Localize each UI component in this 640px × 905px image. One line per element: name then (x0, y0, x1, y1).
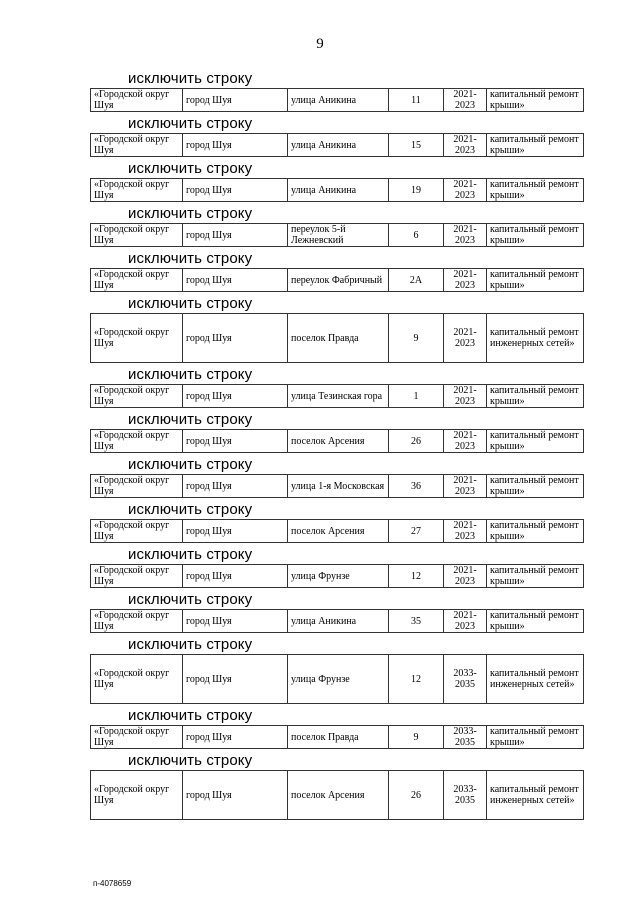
cell-house: 11 (389, 89, 444, 112)
cell-house: 36 (389, 475, 444, 498)
cell-district: «Городской округ Шуя (91, 134, 183, 157)
table-row (91, 430, 584, 453)
cell-house: 27 (389, 520, 444, 543)
address-table (90, 519, 584, 543)
exclude-row-label: исключить строку (128, 70, 253, 87)
address-table (90, 384, 584, 408)
cell-work: капитальный ремонт крыши» (487, 134, 584, 157)
cell-street: переулок Фабричный (288, 269, 389, 292)
cell-district: «Городской округ Шуя (91, 726, 183, 749)
cell-city: город Шуя (183, 475, 288, 498)
cell-house: 6 (389, 224, 444, 247)
cell-house: 2А (389, 269, 444, 292)
exclude-row-label: исключить строку (128, 411, 253, 428)
cell-house: 12 (389, 655, 444, 704)
cell-street: поселок Арсения (288, 430, 389, 453)
table-row (91, 475, 584, 498)
cell-house: 26 (389, 430, 444, 453)
cell-period: 2033-2035 (444, 726, 487, 749)
table-row (91, 655, 584, 704)
amendment-list (90, 67, 583, 820)
cell-city: город Шуя (183, 224, 288, 247)
document-code: п-4078659 (93, 879, 132, 888)
cell-city: город Шуя (183, 134, 288, 157)
cell-period: 2021-2023 (444, 314, 487, 363)
exclude-row-label: исключить строку (128, 707, 253, 724)
cell-street: улица Аникина (288, 179, 389, 202)
cell-work: капитальный ремонт крыши» (487, 610, 584, 633)
cell-street: улица 1-я Московская (288, 475, 389, 498)
address-table (90, 223, 584, 247)
cell-period: 2021-2023 (444, 134, 487, 157)
cell-district: «Городской округ Шуя (91, 430, 183, 453)
exclude-row-label: исключить строку (128, 205, 253, 222)
address-table (90, 178, 584, 202)
cell-period: 2021-2023 (444, 610, 487, 633)
cell-district: «Городской округ Шуя (91, 224, 183, 247)
cell-work: капитальный ремонт крыши» (487, 475, 584, 498)
cell-work: капитальный ремонт крыши» (487, 565, 584, 588)
amendment-block (90, 292, 583, 363)
exclude-row-label: исключить строку (128, 456, 253, 473)
cell-work: капитальный ремонт инженерных сетей» (487, 655, 584, 704)
address-table (90, 474, 584, 498)
table-row (91, 520, 584, 543)
cell-city: город Шуя (183, 726, 288, 749)
exclude-row-label: исключить строку (128, 295, 253, 312)
cell-period: 2033-2035 (444, 771, 487, 820)
cell-district: «Городской округ Шуя (91, 385, 183, 408)
cell-district: «Городской округ Шуя (91, 771, 183, 820)
cell-work: капитальный ремонт инженерных сетей» (487, 771, 584, 820)
amendment-block (90, 363, 583, 408)
cell-street: улица Тезинская гора (288, 385, 389, 408)
cell-work: капитальный ремонт инженерных сетей» (487, 314, 584, 363)
exclude-row-label: исключить строку (128, 501, 253, 518)
address-table (90, 268, 584, 292)
cell-street: улица Фрунзе (288, 655, 389, 704)
amendment-block (90, 67, 583, 112)
address-table (90, 88, 584, 112)
cell-work: капитальный ремонт крыши» (487, 224, 584, 247)
cell-work: капитальный ремонт крыши» (487, 385, 584, 408)
cell-city: город Шуя (183, 520, 288, 543)
amendment-block (90, 704, 583, 749)
cell-city: город Шуя (183, 385, 288, 408)
cell-city: город Шуя (183, 655, 288, 704)
cell-district: «Городской округ Шуя (91, 179, 183, 202)
cell-house: 9 (389, 726, 444, 749)
amendment-block (90, 588, 583, 633)
cell-work: капитальный ремонт крыши» (487, 520, 584, 543)
cell-period: 2021-2023 (444, 269, 487, 292)
exclude-row-label: исключить строку (128, 250, 253, 267)
table-row (91, 314, 584, 363)
cell-work: капитальный ремонт крыши» (487, 269, 584, 292)
cell-street: поселок Правда (288, 314, 389, 363)
cell-house: 26 (389, 771, 444, 820)
cell-district: «Городской округ Шуя (91, 520, 183, 543)
address-table (90, 654, 584, 704)
table-row (91, 726, 584, 749)
cell-house: 15 (389, 134, 444, 157)
table-row (91, 269, 584, 292)
amendment-block (90, 202, 583, 247)
exclude-row-label: исключить строку (128, 546, 253, 563)
cell-period: 2021-2023 (444, 224, 487, 247)
address-table (90, 609, 584, 633)
cell-street: улица Аникина (288, 89, 389, 112)
cell-period: 2021-2023 (444, 385, 487, 408)
cell-district: «Городской округ Шуя (91, 314, 183, 363)
amendment-block (90, 749, 583, 820)
cell-street: поселок Арсения (288, 520, 389, 543)
exclude-row-label: исключить строку (128, 591, 253, 608)
cell-house: 19 (389, 179, 444, 202)
cell-city: город Шуя (183, 314, 288, 363)
cell-street: поселок Арсения (288, 771, 389, 820)
page-number: 9 (316, 36, 324, 52)
amendment-block (90, 543, 583, 588)
exclude-row-label: исключить строку (128, 366, 253, 383)
table-row (91, 89, 584, 112)
table-row (91, 179, 584, 202)
cell-street: улица Аникина (288, 610, 389, 633)
amendment-block (90, 453, 583, 498)
cell-city: город Шуя (183, 269, 288, 292)
amendment-block (90, 498, 583, 543)
cell-city: город Шуя (183, 89, 288, 112)
cell-work: капитальный ремонт крыши» (487, 430, 584, 453)
exclude-row-label: исключить строку (128, 115, 253, 132)
address-table (90, 133, 584, 157)
amendment-block (90, 633, 583, 704)
address-table (90, 429, 584, 453)
cell-street: переулок 5-й Лежневский (288, 224, 389, 247)
table-row (91, 610, 584, 633)
cell-city: город Шуя (183, 610, 288, 633)
cell-city: город Шуя (183, 771, 288, 820)
cell-district: «Городской округ Шуя (91, 655, 183, 704)
cell-district: «Городской округ Шуя (91, 565, 183, 588)
cell-city: город Шуя (183, 179, 288, 202)
table-row (91, 134, 584, 157)
cell-house: 9 (389, 314, 444, 363)
cell-period: 2021-2023 (444, 179, 487, 202)
address-table (90, 313, 584, 363)
cell-work: капитальный ремонт крыши» (487, 726, 584, 749)
cell-period: 2021-2023 (444, 520, 487, 543)
table-row (91, 565, 584, 588)
cell-house: 35 (389, 610, 444, 633)
cell-period: 2021-2023 (444, 430, 487, 453)
amendment-block (90, 247, 583, 292)
cell-period: 2021-2023 (444, 565, 487, 588)
cell-street: улица Фрунзе (288, 565, 389, 588)
cell-district: «Городской округ Шуя (91, 475, 183, 498)
cell-district: «Городской округ Шуя (91, 89, 183, 112)
cell-period: 2021-2023 (444, 89, 487, 112)
amendment-block (90, 112, 583, 157)
address-table (90, 770, 584, 820)
cell-district: «Городской округ Шуя (91, 269, 183, 292)
exclude-row-label: исключить строку (128, 636, 253, 653)
exclude-row-label: исключить строку (128, 160, 253, 177)
table-row (91, 385, 584, 408)
cell-district: «Городской округ Шуя (91, 610, 183, 633)
cell-work: капитальный ремонт крыши» (487, 179, 584, 202)
table-row (91, 224, 584, 247)
exclude-row-label: исключить строку (128, 752, 253, 769)
address-table (90, 725, 584, 749)
cell-period: 2021-2023 (444, 475, 487, 498)
table-row (91, 771, 584, 820)
cell-street: поселок Правда (288, 726, 389, 749)
cell-period: 2033-2035 (444, 655, 487, 704)
cell-street: улица Аникина (288, 134, 389, 157)
cell-city: город Шуя (183, 565, 288, 588)
cell-city: город Шуя (183, 430, 288, 453)
amendment-block (90, 157, 583, 202)
amendment-block (90, 408, 583, 453)
cell-house: 1 (389, 385, 444, 408)
cell-work: капитальный ремонт крыши» (487, 89, 584, 112)
address-table (90, 564, 584, 588)
cell-house: 12 (389, 565, 444, 588)
